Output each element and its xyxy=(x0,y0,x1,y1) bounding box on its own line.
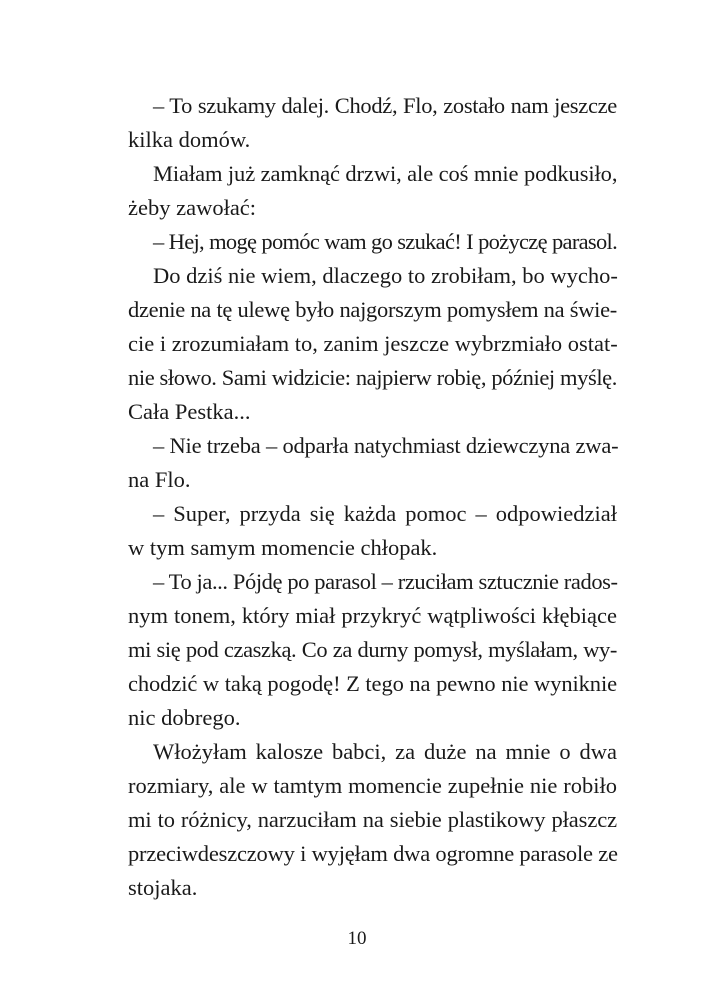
text-line: przeciwdeszczowy i wyjęłam dwa ogromne parasole ze xyxy=(128,841,618,866)
text-line: – Super, przyda się każda pomoc – odpowiedział xyxy=(153,501,617,526)
text-line: dzenie na tę ulewę było najgorszym pomysłem na świe- xyxy=(128,297,617,322)
text-line: nic dobrego. xyxy=(128,705,241,730)
text-line: żeby zawołać: xyxy=(128,195,257,220)
text-line: rozmiary, ale w tamtym momencie zupełnie nie robiło xyxy=(128,773,617,798)
text-line: kilka domów. xyxy=(128,127,251,152)
text-line: Włożyłam kalosze babci, za duże na mnie o dwa xyxy=(153,739,617,764)
text-line: mi to różnicy, narzuciłam na siebie plastikowy płaszcz xyxy=(128,807,617,832)
text-line: Miałam już zamknąć drzwi, ale coś mnie podkusiło, xyxy=(153,161,618,186)
text-line: nym tonem, który miał przykryć wątpliwości kłębiące xyxy=(128,603,617,628)
text-line: – Nie trzeba – odparła natychmiast dziewczyna zwa- xyxy=(153,433,619,458)
text-line: chodzić w taką pogodę! Z tego na pewno nie wyniknie xyxy=(128,671,617,696)
text-line: – To szukamy dalej. Chodź, Flo, zostało nam jeszcze xyxy=(153,93,617,118)
text-line: w tym samym momencie chłopak. xyxy=(128,535,438,560)
text-line: mi się pod czaszką. Co za durny pomysł, myślałam, wy- xyxy=(128,637,617,662)
text-line: – Hej, mogę pomóc wam go szukać! I pożyczę parasol. xyxy=(153,229,617,254)
text-line: Cała Pestka... xyxy=(128,399,251,424)
text-line: cie i zrozumiałam to, zanim jeszcze wybrzmiało ostat- xyxy=(128,331,618,356)
text-line: na Flo. xyxy=(128,467,191,492)
text-line: stojaka. xyxy=(128,875,198,900)
text-line: Do dziś nie wiem, dlaczego to zrobiłam, bo wycho- xyxy=(153,263,618,288)
text-line: – To ja... Pójdę po parasol – rzuciłam sztucznie rados- xyxy=(153,569,618,594)
text-line: nie słowo. Sami widzicie: najpierw robię, później myślę. xyxy=(128,365,617,390)
page-number: 10 xyxy=(347,928,367,949)
